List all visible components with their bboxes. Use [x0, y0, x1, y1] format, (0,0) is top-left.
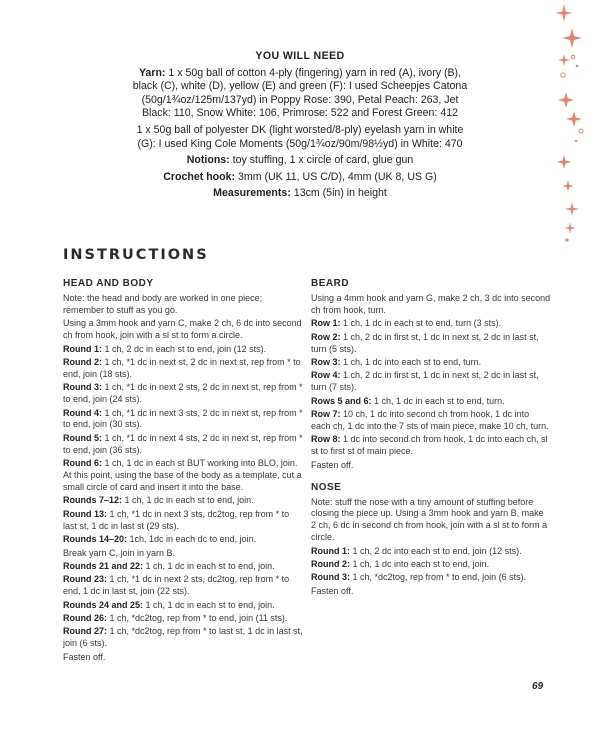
step-label: Row 7: — [311, 409, 341, 420]
instruction-line — [63, 293, 303, 317]
you-will-need-box — [130, 50, 470, 204]
step-text: 1 ch, 2 dc in first st, 1 dc in next st, 2 dc in last st, turn (7 sts). — [311, 370, 539, 393]
step-text: 1 ch, *1 dc in next 3 sts, 2 dc in next st, rep from * to end, join (30 sts). — [63, 407, 303, 430]
step-label: Round 5: — [63, 432, 102, 443]
head-body-heading: HEAD AND BODY — [63, 278, 154, 289]
notions-line — [130, 154, 470, 168]
nose-paragraphs — [311, 497, 551, 598]
instruction-line — [63, 344, 303, 356]
instruction-line — [63, 458, 303, 494]
beard-paragraphs — [311, 293, 551, 472]
step-label: Round 2: — [311, 559, 350, 570]
yarn-text: 1 x 50g ball of cotton 4-ply (fingering) yarn in red (A), ivory (B), black (C), white (D), yellow (E) and green (F): I used Scheepjes Catona (50g/1¾oz/125m/137yd) in Poppy Rose: 390, Petal Peach: 263, Jet Black: 110, Snow White: 106, Primrose: 522 and Forest Green: 412 — [132, 66, 468, 120]
step-text: 1 ch, *1 dc in next 2 sts, dc2tog, rep from * to end, 1 dc in last st, join (22 sts). — [63, 574, 290, 597]
sparkle-icon — [558, 92, 574, 108]
instruction-line — [63, 509, 303, 533]
step-text: 1 ch, *1 dc in next 4 sts, 2 dc in next st, rep from * to end, join (36 sts). — [63, 432, 303, 455]
notions-label: Notions: — [186, 154, 230, 167]
step-label: Round 13: — [63, 508, 107, 519]
sparkle-icon — [555, 4, 573, 22]
step-text: Fasten off. — [311, 585, 354, 596]
step-label: Round 27: — [63, 626, 107, 637]
step-label: Round 3: — [311, 572, 350, 583]
step-label: Round 4: — [63, 407, 102, 418]
instruction-line — [311, 409, 551, 433]
instruction-line — [311, 572, 551, 584]
step-text: 1 ch, *1 dc in next st, 2 dc in next st, rep from * to end, join (18 sts). — [63, 356, 301, 379]
instruction-line — [63, 382, 303, 406]
step-text: 1 ch, 2 dc in each st to end, join (12 sts). — [102, 343, 267, 354]
step-text: 1ch, 1dc in each dc to end, join. — [127, 534, 257, 545]
sparkle-icon — [558, 54, 570, 66]
head-body-paragraphs — [63, 293, 303, 664]
nose-heading: NOSE — [311, 481, 342, 493]
step-label: Round 26: — [63, 613, 107, 624]
instruction-line — [63, 561, 303, 573]
beard-heading: BEARD — [311, 278, 350, 289]
dot-icon — [575, 140, 577, 142]
step-label: Round 23: — [63, 574, 107, 585]
you-will-need-heading: YOU WILL NEED — [255, 50, 345, 62]
instruction-line — [63, 318, 303, 342]
step-text: Break yarn C, join in yarn B. — [63, 547, 176, 558]
step-label: Round 6: — [63, 458, 102, 469]
step-label: Round 3: — [63, 382, 102, 393]
step-text: 1 ch, 1 dc into each st to end, turn. — [340, 356, 482, 367]
instructions-title: INSTRUCTIONS — [63, 247, 209, 263]
instruction-line — [311, 293, 551, 317]
step-text: 1 dc into second ch from hook, 1 dc into each ch, sl st to first st of main piece. — [311, 434, 548, 457]
instruction-line — [311, 546, 551, 558]
page-number: 69 — [532, 681, 544, 692]
step-text: 1 ch, *dc2tog, rep from * to last st, 1 dc in last st, join (6 sts). — [63, 626, 303, 649]
instruction-line — [63, 495, 303, 507]
step-label: Round 2: — [63, 356, 102, 367]
measurements-label: Measurements: — [213, 187, 291, 200]
step-text: 1 ch, *1 dc in next 3 sts, dc2tog, rep from * to last st, 1 dc in last st (29 sts). — [63, 508, 290, 531]
measurements-line — [130, 187, 470, 201]
sparkle-icon — [566, 111, 582, 127]
step-text: 1 ch, 1 dc in each st to end, turn. — [371, 395, 505, 406]
sparkle-icon — [557, 155, 571, 169]
step-label: Round 1: — [63, 343, 102, 354]
step-label: Rounds 24 and 25: — [63, 599, 144, 610]
sparkle-icon — [565, 202, 579, 216]
left-column — [63, 278, 303, 665]
step-text: 1 ch, *1 dc in next 2 sts, 2 dc in next st, rep from * to end, join (24 sts). — [63, 382, 303, 405]
right-column — [311, 278, 551, 599]
step-label: Rows 5 and 6: — [311, 395, 372, 406]
instruction-line — [311, 586, 551, 598]
instruction-line — [63, 408, 303, 432]
instruction-line — [63, 534, 303, 546]
step-text: 1 ch, 1 dc in each st BUT working into BLO, join. At this point, using the base of the body as a template, cut a small circle of card and insert it into the base. — [63, 458, 302, 492]
instruction-line — [63, 652, 303, 664]
hook-text: 3mm (UK 11, US C/D), 4mm (UK 8, US G) — [235, 170, 437, 183]
step-label: Rounds 14–20: — [63, 534, 128, 545]
step-text: Using a 3mm hook and yarn C, make 2 ch, 6 dc into second ch from hook, join with a sl st to form a circle. — [63, 318, 302, 341]
sparkle-icon — [562, 28, 582, 48]
step-text: 1 ch, 1 dc in each st to end, join. — [143, 599, 275, 610]
step-text: Fasten off. — [311, 459, 354, 470]
step-text: Fasten off. — [63, 651, 106, 662]
sparkle-decoration — [540, 0, 600, 260]
hook-label: Crochet hook: — [163, 170, 236, 183]
sparkle-icon — [562, 180, 574, 192]
yarn-line — [130, 67, 470, 121]
dot-icon — [576, 65, 579, 68]
step-text: Note: stuff the nose with a tiny amount of stuffing before closing the piece up. Using a 3mm hook and yarn B, make 2 ch, 6 dc in second ch from hook, join with a sl st to form a circle. — [311, 496, 548, 543]
step-text: Note: the head and body are worked in one piece; remember to stuff as you go. — [63, 292, 263, 315]
circle-icon — [561, 73, 565, 77]
circle-icon — [579, 129, 583, 133]
instruction-line — [63, 433, 303, 457]
measurements-text: 13cm (5in) in height — [290, 187, 387, 200]
yarn2-line: 1 x 50g ball of polyester DK (light worsted/8-ply) eyelash yarn in white (G): I used King Cole Moments (50g/1¾oz/90m/98½yd) in White: 470 — [136, 123, 464, 150]
hook-line — [130, 171, 470, 185]
step-text: 1 ch, *dc2tog, rep from * to end, join (11 sts). — [107, 613, 288, 624]
step-text: 1 ch, 1 dc in each st to end, turn (3 sts). — [340, 318, 502, 329]
instruction-line — [311, 318, 551, 330]
instruction-line — [311, 357, 551, 369]
instruction-line — [311, 460, 551, 472]
step-label: Row 1: — [311, 318, 341, 329]
step-label: Row 3: — [311, 356, 341, 367]
instruction-line — [311, 332, 551, 356]
step-label: Row 2: — [311, 331, 341, 342]
sparkle-icon — [564, 222, 576, 234]
instruction-line — [63, 600, 303, 612]
step-label: Rounds 7–12: — [63, 495, 123, 506]
step-label: Row 4: — [311, 370, 341, 381]
instruction-line — [63, 613, 303, 625]
step-text: 1 ch, 1 dc in each st to end, join. — [122, 495, 254, 506]
instruction-line — [311, 396, 551, 408]
notions-text: toy stuffing, 1 x circle of card, glue gun — [229, 154, 414, 167]
instruction-line — [311, 559, 551, 571]
instruction-line — [63, 548, 303, 560]
step-text: 10 ch, 1 dc into second ch from hook, 1 dc into each ch, 1 dc into the 7 sts of main piece, make 10 ch, turn. — [311, 409, 549, 431]
yarn-label: Yarn: — [138, 66, 166, 79]
instruction-line — [311, 497, 551, 545]
step-text: 1 ch, 2 dc in first st, 1 dc in next st, 2 dc in last st, turn (5 sts). — [311, 331, 539, 354]
step-label: Round 1: — [311, 545, 350, 556]
instruction-line — [63, 626, 303, 650]
instruction-line — [311, 370, 551, 394]
step-label: Row 8: — [311, 434, 341, 445]
step-text: Using a 4mm hook and yarn G, make 2 ch, 3 dc into second ch from hook, turn. — [311, 292, 551, 315]
step-text: 1 ch, 1 dc into each st to end, join. — [350, 559, 490, 570]
circle-icon — [571, 55, 575, 59]
step-text: 1 ch, 1 dc in each st to end, join. — [143, 560, 275, 571]
instruction-line — [311, 434, 551, 458]
step-label: Rounds 21 and 22: — [63, 560, 144, 571]
step-text: 1 ch, *dc2tog, rep from * to end, join (6 sts). — [350, 572, 527, 583]
instruction-line — [63, 357, 303, 381]
step-text: 1 ch, 2 dc into each st to end, join (12 sts). — [350, 545, 522, 556]
instruction-line — [63, 574, 303, 598]
dot-icon — [565, 238, 568, 241]
